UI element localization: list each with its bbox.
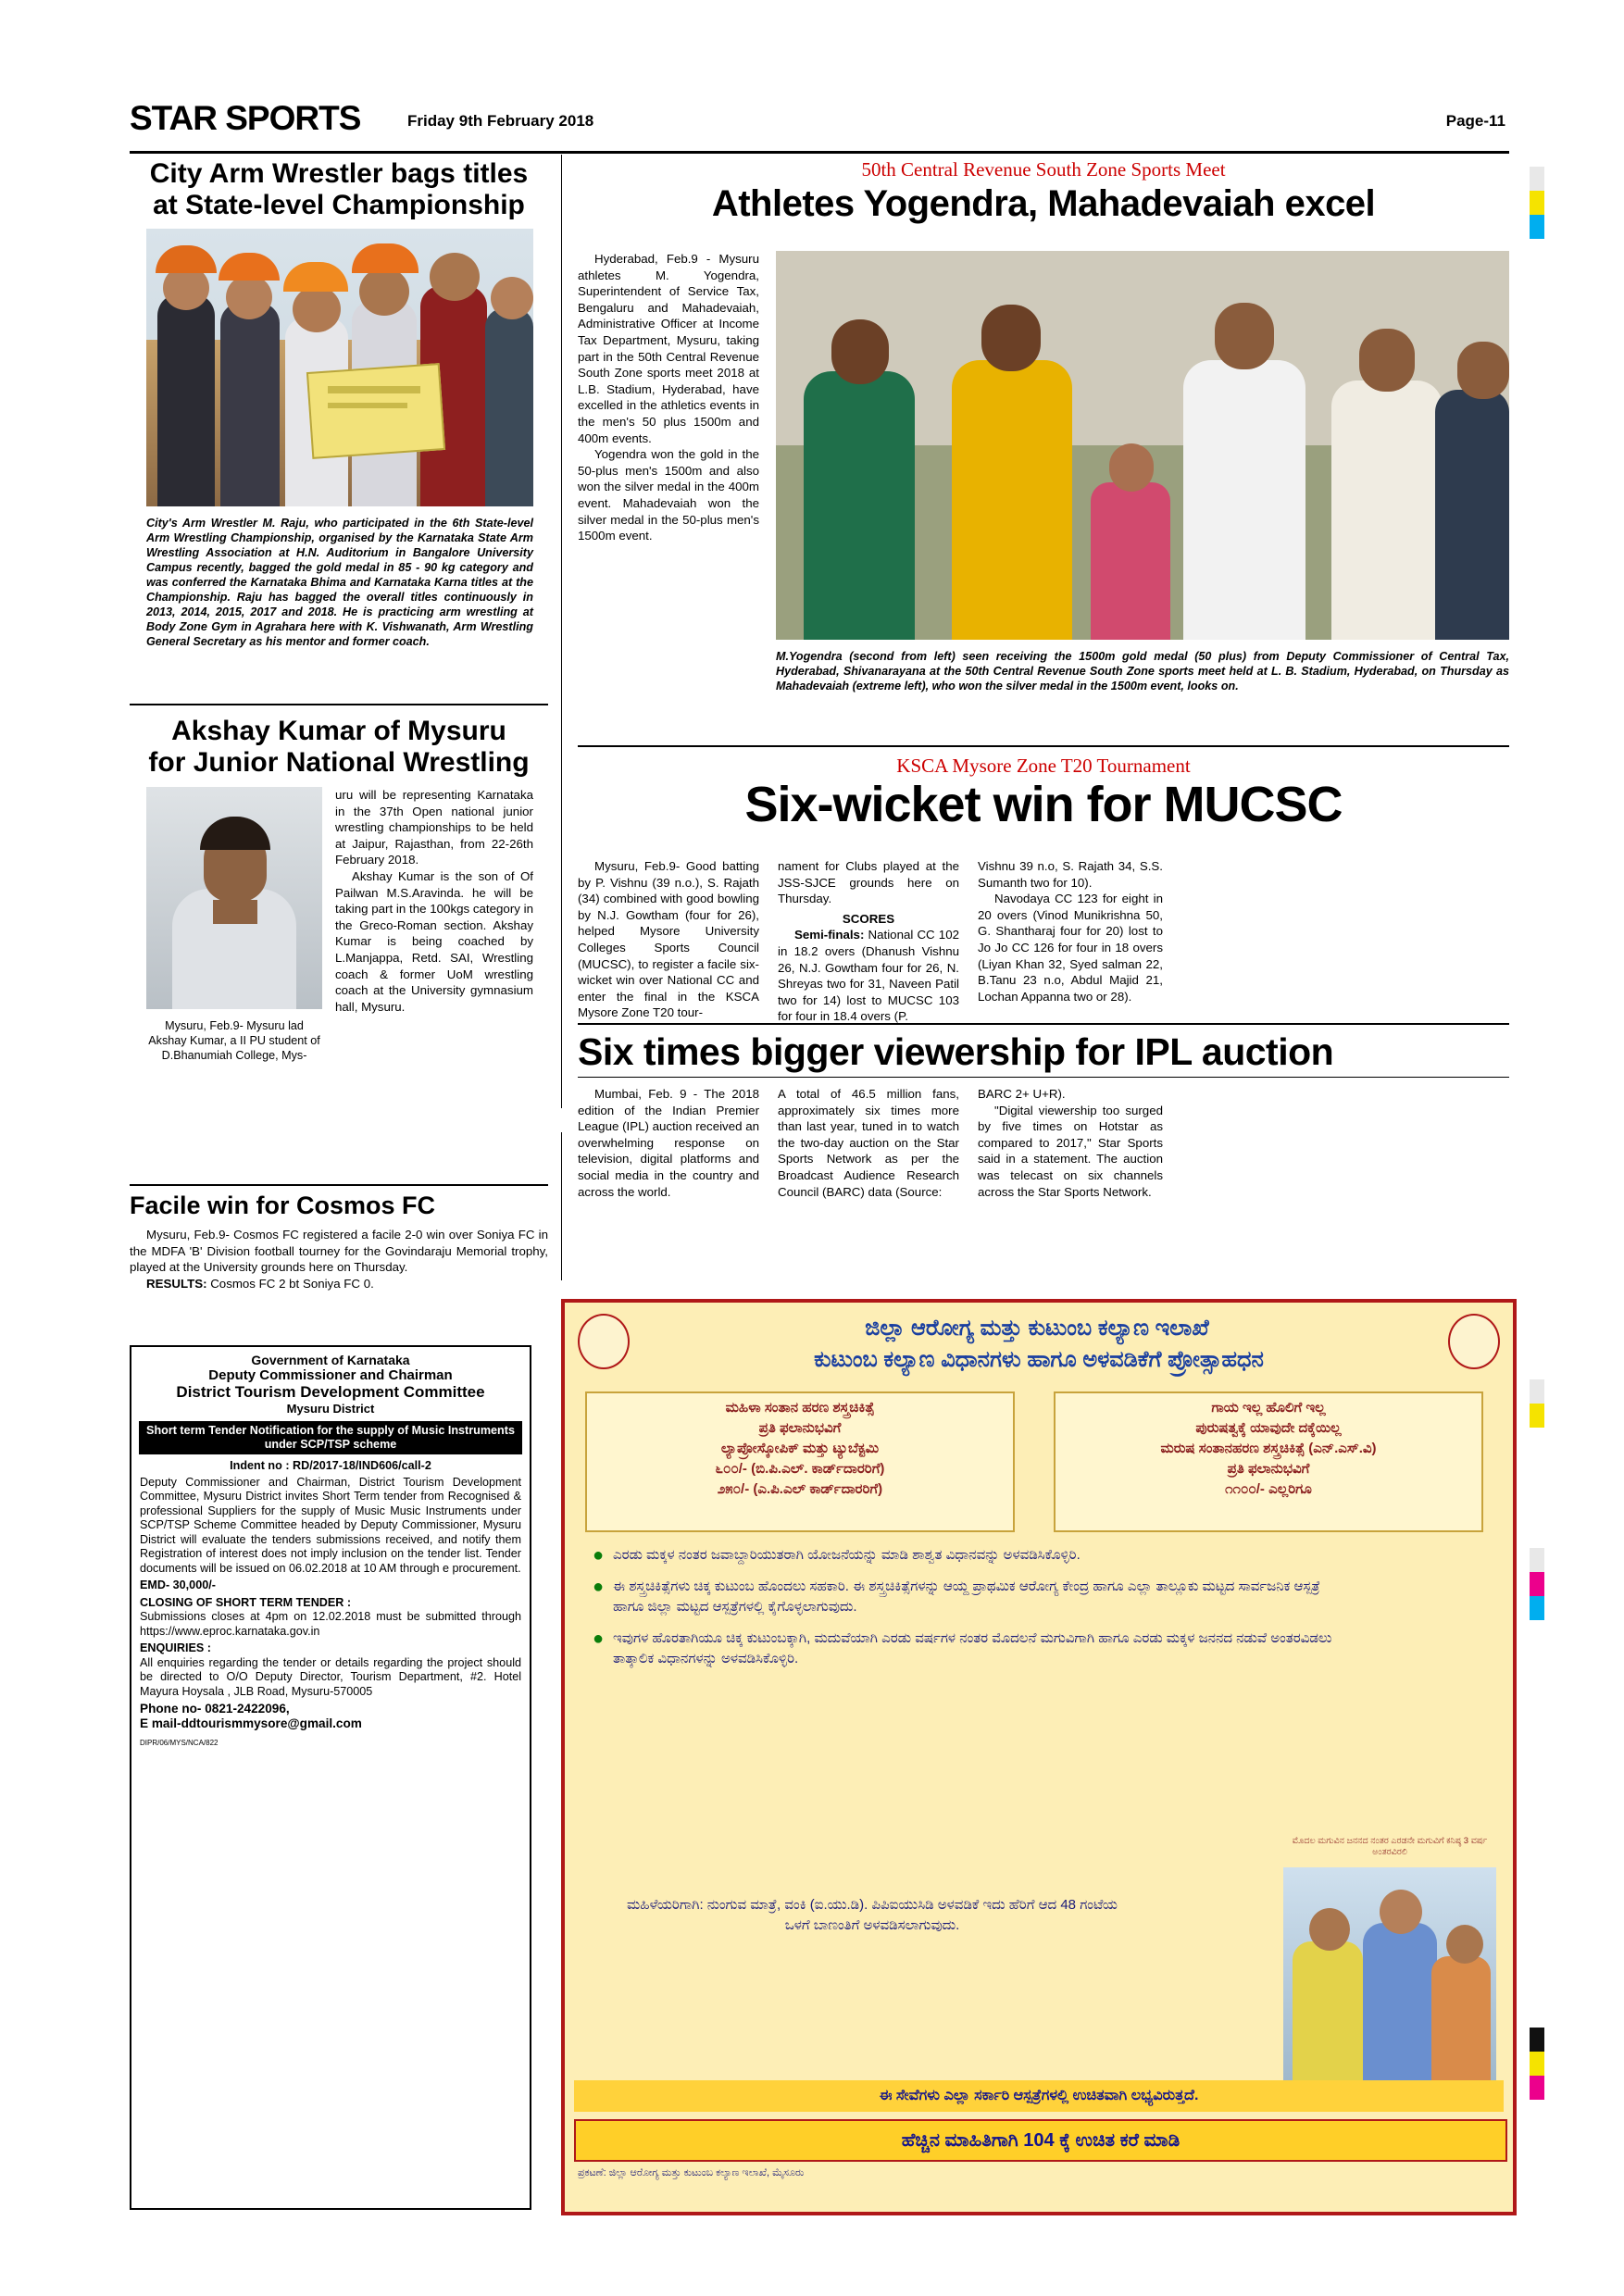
mucsc-para-3: Vishnu 39 n.o, S. Rajath 34, S.S. Sumanth two for 10). xyxy=(978,859,1163,890)
registration-chip xyxy=(1530,191,1544,215)
registration-chip xyxy=(1530,1572,1544,1596)
tender-govt-line: Government of Karnataka xyxy=(251,1353,410,1367)
masthead-page-number: Page-11 xyxy=(1445,112,1505,130)
bullet-icon: ● xyxy=(593,1545,605,1566)
yogendra-caption: M.Yogendra (second from left) seen receiving the 1500m gold medal (50 plus) from Deputy Commissioner of Central Tax, Hyderabad, Shivanarayana at the 50th Central Revenue South Zone sports meet held at L. B. Stadium, Hyderabad, on Thursday as Mahadevaiah (extreme left), who won the silver medal in the 1500m event, looks on. xyxy=(776,650,1509,693)
column-divider xyxy=(561,1132,562,1280)
akshay-body-right xyxy=(335,787,533,1015)
registration-chip xyxy=(1530,167,1544,191)
ipl-rule xyxy=(578,1077,1509,1078)
section-divider xyxy=(578,745,1509,747)
tender-enquiries-body: All enquiries regarding the tender or details regarding the project should be directed to O/O Deputy Director, Tourism Department, #2. Hotel Mayura Hoysala , JLB Road, Mysuru-570005 xyxy=(140,1655,521,1698)
masthead-title: STAR SPORTS xyxy=(130,99,361,137)
box-left-line-3: ಲ್ಯಾಪ್ರೋಸ್ಕೋಪಿಕ್ ಮತ್ತು ಟ್ಯುಬೆಕ್ಟಮಿ xyxy=(720,1441,880,1456)
yogendra-body xyxy=(578,251,759,544)
story-arm-wrestler xyxy=(130,158,548,221)
semifinals-label: Semi-finals: xyxy=(794,928,865,942)
akshay-para-1: uru will be representing Karnataka in the 37th Open national junior wrestling championships to be held at Jaipur, Rajasthan, from 22-26th February 2018. xyxy=(335,788,533,867)
arm-wrestler-headline-line1: City Arm Wrestler bags titles xyxy=(149,158,529,189)
mucsc-col-3 xyxy=(978,858,1163,1004)
tender-email: E mail-ddtourismmysore@gmail.com xyxy=(140,1716,362,1730)
tender-footer-code: DIPR/06/MYS/NCA/822 xyxy=(140,1739,219,1747)
akshay-photo xyxy=(146,787,322,1009)
tender-dc-line: Deputy Commissioner and Chairman xyxy=(208,1367,453,1383)
box-right-line-4: ಪ್ರತಿ ಫಲಾನುಭವಿಗೆ xyxy=(1227,1461,1310,1477)
box-right-line-2: ಪುರುಷತ್ವಕ್ಕೆ ಯಾವುದೇ ದಕ್ಕೆಯಿಲ್ಲ xyxy=(1195,1420,1342,1436)
health-ad-bullet-1: ಎರಡು ಮಕ್ಕಳ ನಂತರ ಜವಾಬ್ದಾರಿಯುತರಾಗಿ ಯೋಜನೆಯನ್ನು ಮಾಡಿ ಶಾಶ್ವತ ವಿಧಾನವನ್ನು ಅಳವಡಿಸಿಕೊಳ್ಳಿರಿ. xyxy=(613,1547,1081,1563)
box-left-line-1: ಮಹಿಳಾ ಸಂತಾನ ಹರಣ ಶಸ್ತ್ರಚಿಕಿತ್ಸೆ xyxy=(725,1400,875,1416)
ipl-para-2: A total of 46.5 million fans, approximately six times more than last year, tuned in to watch the two-day auction on the Star Sports Network as per the Broadcast Audience Research Council (BARC) data (Source: xyxy=(778,1087,959,1199)
arm-wrestler-caption: City's Arm Wrestler M. Raju, who participated in the 6th State-level Arm Wrestling Championship, organised by the Karnataka State Arm Wrestling Association at H.N. Auditorium in Bangalore University Campus recently, bagged the gold medal in 85 - 90 kg category and was conferred the Karnataka Bhima and Karnataka Karna titles at the Championship. Raju has bagged the overall titles continuously in 2013, 2014, 2015, 2017 and 2018. He is practicing arm wrestling at Body Zone Gym in Agrahara here with K. Vishwanath, Arm Wrestling General Secretary as his mentor and former coach. xyxy=(146,517,533,648)
cosmos-results: Cosmos FC 2 bt Soniya FC 0. xyxy=(206,1276,374,1291)
tender-body: Deputy Commissioner and Chairman, District Tourism Development Committee, Mysuru District invites Short Term tender from Recognised & professional Suppliers for the supply of Music Music Instruments under SCP/TSP Scheme Committee headed by Deputy Commissioner, Mysuru District will evaluate the tenders submissions received, and notify them Registration of interest does not imply inclusion on the tender list. Tender documents will be issued on 06.02.2018 at 10 AM through e procurement. xyxy=(140,1475,521,1575)
story-akshay xyxy=(130,716,548,779)
ipl-col-3 xyxy=(978,1086,1163,1200)
box-left-line-2: ಪ್ರತಿ ಫಲಾನುಭವಿಗೆ xyxy=(758,1420,842,1436)
mucsc-col-1 xyxy=(578,858,759,1021)
yogendra-kicker: 50th Central Revenue South Zone Sports Meet xyxy=(861,158,1226,181)
registration-chip xyxy=(1530,2028,1544,2052)
tender-phone: Phone no- 0821-2422096, xyxy=(140,1702,290,1716)
health-ad-box-female xyxy=(585,1391,1015,1532)
tender-band: Short term Tender Notification for the supply of Music Instruments under SCP/TSP scheme xyxy=(139,1421,522,1454)
masthead-date: Friday 9th February 2018 xyxy=(407,112,594,130)
health-department-advertisement xyxy=(561,1299,1517,2215)
yogendra-headline: Athletes Yogendra, Mahadevaiah excel xyxy=(711,183,1376,224)
ipl-para-4: "Digital viewership too surged by five times on Hotstar as compared to 2017," Star Sports said in a statement. The auction was telecast on six channels across the Star Sports Network. xyxy=(978,1103,1163,1199)
health-ad-free-services-strip: ಈ ಸೇವೆಗಳು ಎಲ್ಲಾ ಸರ್ಕಾರಿ ಆಸ್ಪತ್ರೆಗಳಲ್ಲಿ ಉಚಿತವಾಗಿ ಲಭ್ಯವಿರುತ್ತದೆ. xyxy=(574,2080,1504,2112)
health-ad-bullet-3: ಇವುಗಳ ಹೊರತಾಗಿಯೂ ಚಿಕ್ಕ ಕುಟುಂಬಕ್ಕಾಗಿ, ಮದುವೆಯಾಗಿ ಎರಡು ವರ್ಷಗಳ ನಂತರ ಮೊದಲನೆ ಮಗುವಿಗಾಗಿ ಹಾಗೂ ಎರಡು ಮಕ್ಕಳ ಜನನದ ನಡುವೆ ಅಂತರವಿಡಲು ತಾತ್ಕಾಲಿಕ ವಿಧಾನಗಳನ್ನು ಅಳವಡಿಸಿಕೊಳ್ಳಿರಿ. xyxy=(613,1630,1332,1666)
section-divider xyxy=(578,1023,1509,1025)
health-ad-helpline-band: ಹೆಚ್ಚಿನ ಮಾಹಿತಿಗಾಗಿ 104 ಕ್ಕೆ ಉಚಿತ ಕರೆ ಮಾಡಿ xyxy=(574,2119,1507,2162)
health-ad-bullet-2: ಈ ಶಸ್ತ್ರಚಿಕಿತ್ಸೆಗಳು ಚಿಕ್ಕ ಕುಟುಂಬ ಹೊಂದಲು ಸಹಕಾರಿ. ಈ ಶಸ್ತ್ರಚಿಕಿತ್ಸೆಗಳನ್ನು ಆಯ್ದ ಪ್ರಾಥಮಿಕ ಆರೋಗ್ಯ ಕೇಂದ್ರ ಹಾಗೂ ಎಲ್ಲಾ ತಾಲ್ಲೂಕು ಮಟ್ಟದ ಸಾರ್ವಜನಿಕ ಆಸ್ಪತ್ರೆ ಹಾಗೂ ಜಿಲ್ಲಾ ಮಟ್ಟದ ಆಸ್ಪತ್ರೆಗಳಲ್ಲಿ ಕೈಗೊಳ್ಳಲಾಗುವುದು. xyxy=(613,1578,1320,1615)
tender-district-line: Mysuru District xyxy=(286,1402,375,1416)
ipl-col-1 xyxy=(578,1086,759,1200)
yogendra-para-2: Yogendra won the gold in the 50-plus men's 1500m and also won the silver medal in the 400m event. Mahadevaiah won the silver medal in the 50-plus men's 1500m event. xyxy=(578,447,759,543)
mucsc-kicker: KSCA Mysore Zone T20 Tournament xyxy=(896,755,1191,777)
box-right-line-5: ೧೧೦೦/- ಎಲ್ಲರಿಗೂ xyxy=(1225,1481,1312,1497)
bullet-icon: ● xyxy=(593,1628,605,1649)
family-photo xyxy=(1283,1867,1496,2080)
tender-indent-no: RD/2017-18/IND606/call-2 xyxy=(289,1459,431,1472)
health-ad-head-1: ಜಿಲ್ಲಾ ಆರೋಗ್ಯ ಮತ್ತು ಕುಟುಂಬ ಕಲ್ಯಾಣ ಇಲಾಖೆ xyxy=(865,1316,1209,1341)
section-divider xyxy=(130,1184,548,1186)
registration-chip xyxy=(1530,1404,1544,1428)
registration-chip xyxy=(1530,215,1544,239)
mucsc-para-4: Navodaya CC 123 for eight in 20 overs (Vinod Munikrishna 50, G. Shantharaj four for 20) lost to Jo Jo CC 126 for four in 18 overs (Liyan Khan 32, Syed salman 22, B.Tanu 23 n.o, Abdul Majid 21, Lochan Appanna two or 28). xyxy=(978,892,1163,1004)
akshay-caption: Mysuru, Feb.9- Mysuru lad Akshay Kumar, a II PU student of D.Bhanumiah College, Mys- xyxy=(148,1019,320,1062)
mucsc-col-2 xyxy=(778,858,959,1025)
mucsc-headline: Six-wicket win for MUCSC xyxy=(744,777,1343,832)
health-ad-box-male xyxy=(1054,1391,1483,1532)
registration-chip xyxy=(1530,1548,1544,1572)
box-left-line-4: ೬೦೦/- (ಬಿ.ಪಿ.ಎಲ್. ಕಾರ್ಡ್‌ದಾರರಿಗೆ) xyxy=(715,1461,885,1477)
box-left-line-5: ೨೫೦/- (ಎ.ಪಿ.ಎಲ್ ಕಾರ್ಡ್‌ದಾರರಿಗೆ) xyxy=(717,1481,883,1497)
tender-closing-body: Submissions closes at 4pm on 12.02.2018 must be submitted through https://www.eproc.karnataka.gov.in xyxy=(140,1610,521,1638)
cosmos-para-1: Mysuru, Feb.9- Cosmos FC registered a facile 2-0 win over Soniya FC in the MDFA 'B' Division football tourney for the Govindaraju Memorial trophy, played at the University grounds here on Thursday. xyxy=(130,1228,548,1275)
arm-wrestler-headline-line2: at State-level Championship xyxy=(153,190,525,220)
registration-chip xyxy=(1530,1596,1544,1620)
family-photo-note: ಮೊದಲ ಮಗುವಿನ ಜನನದ ನಂತರ ಎರಡನೇ ಮಗುವಿಗೆ ಕನಿಷ್ಠ 3 ವರ್ಷ ಅಂತರವಿರಲಿ xyxy=(1292,1836,1488,1857)
tender-closing-title: CLOSING OF SHORT TERM TENDER : xyxy=(140,1595,352,1609)
semifinals-text: National CC 102 in 18.2 overs (Dhanush Vishnu 26, N.J. Gowtham four for 26, N. Shreyas two for 31, Naveen Patil two for 14) lost to MUCSC 103 for four in 18.4 overs (P. xyxy=(778,928,959,1024)
health-ad-publisher: ಪ್ರಕಟಣೆ: ಜಿಲ್ಲಾ ಆರೋಗ್ಯ ಮತ್ತು ಕುಟುಂಬ ಕಲ್ಯಾಣ ಇಲಾಖೆ, ಮೈಸೂರು xyxy=(578,2167,805,2178)
yogendra-para-1: Hyderabad, Feb.9 - Mysuru athletes M. Yogendra, Superintendent of Service Tax, Bengaluru and Mahadevaiah, Administrative Officer at Income Tax Department, Mysuru, taking part in the 50th Central Revenue South Zone sports meet 2018 at L.B. Stadium, Hyderabad, have excelled in the athletics events in the men's 50 plus 1500m and 400m events. xyxy=(578,252,759,445)
tender-emd: EMD- 30,000/- xyxy=(140,1578,216,1591)
ipl-col-2 xyxy=(778,1086,959,1200)
akshay-headline-line2: for Junior National Wrestling xyxy=(148,747,530,778)
ipl-para-3: BARC 2+ U+R). xyxy=(978,1087,1066,1101)
registration-chip xyxy=(1530,1379,1544,1404)
box-right-line-3: ಮರುಷ ಸಂತಾನಹರಣ ಶಸ್ತ್ರಚಿಕಿತ್ಸೆ (ಎನ್.ಎಸ್.ವಿ) xyxy=(1160,1441,1377,1456)
tender-indent-label: Indent no : xyxy=(230,1459,290,1472)
tender-advertisement xyxy=(130,1345,531,2210)
registration-chip xyxy=(1530,2076,1544,2100)
ipl-headline: Six times bigger viewership for IPL auction xyxy=(578,1030,1334,1073)
cosmos-headline: Facile win for Cosmos FC xyxy=(130,1192,436,1219)
arm-wrestler-photo xyxy=(146,229,533,506)
story-mucsc xyxy=(578,755,1509,831)
tender-enquiries-title: ENQUIRIES : xyxy=(140,1641,211,1654)
box-right-line-1: ಗಾಯ ಇಲ್ಲ ಹೊಲಿಗೆ ಇಲ್ಲ xyxy=(1211,1400,1326,1416)
page-sheet xyxy=(130,97,1509,2203)
yogendra-photo xyxy=(776,251,1509,640)
column-divider xyxy=(561,155,562,1108)
mucsc-para-2: nament for Clubs played at the JSS-SJCE grounds here on Thursday. xyxy=(778,859,959,906)
tender-committee-line: District Tourism Development Committee xyxy=(176,1383,485,1401)
ipl-para-1: Mumbai, Feb. 9 - The 2018 edition of the Indian Premier League (IPL) auction received an overwhelming response on television, digital platforms and social media in the country and across the world. xyxy=(578,1087,759,1199)
mucsc-para-1: Mysuru, Feb.9- Good batting by P. Vishnu (39 n.o.), S. Rajath (34) combined with good bowling by N.J. Gowtham (four for 26), helped Mysore University Colleges Sports Council (MUCSC), to register a facile six-wicket win over National CC and enter the final in the KSCA Mysore Zone T20 tour- xyxy=(578,859,759,1020)
bullet-icon: ● xyxy=(593,1577,605,1597)
scores-heading: SCORES xyxy=(842,911,895,926)
cosmos-results-label: RESULTS: xyxy=(146,1276,207,1291)
akshay-para-2: Akshay Kumar is the son of Of Pailwan M.S.Aravinda. he will be taking part in the 100kgs category in the Greco-Roman section. Akshay Kumar is being coached by L.Manjappa, Retd. SAI, Wrestling coach & former UoM wrestling coach at the University gymnasium hall, Mysuru. xyxy=(335,868,533,1014)
health-ad-head-2: ಕುಟುಂಬ ಕಲ್ಯಾಣ ವಿಧಾನಗಳು ಹಾಗೂ ಅಳವಡಿಕೆಗೆ ಪ್ರೋತ್ಸಾಹಧನ xyxy=(814,1347,1264,1372)
story-yogendra xyxy=(578,158,1509,224)
section-divider xyxy=(130,704,548,705)
masthead xyxy=(130,97,1509,154)
registration-chip xyxy=(1530,2052,1544,2076)
health-ad-note: ಮಹಿಳೆಯರಿಗಾಗಿ: ನುಂಗುವ ಮಾತ್ರೆ, ವಂಕಿ (ಐ.ಯು.ಡಿ). ಪಿಪಿಐಯುಸಿಡಿ ಅಳವಡಿಕೆ ಇದು ಹೆರಿಗೆ ಆದ 48 ಗಂಟೆಯ ಒಳಗೆ ಬಾಣಂತಿಗೆ ಅಳವಡಿಸಲಾಗುವುದು. xyxy=(627,1897,1118,1933)
akshay-headline-line1: Akshay Kumar of Mysuru xyxy=(171,716,506,746)
cosmos-body xyxy=(130,1227,548,1292)
